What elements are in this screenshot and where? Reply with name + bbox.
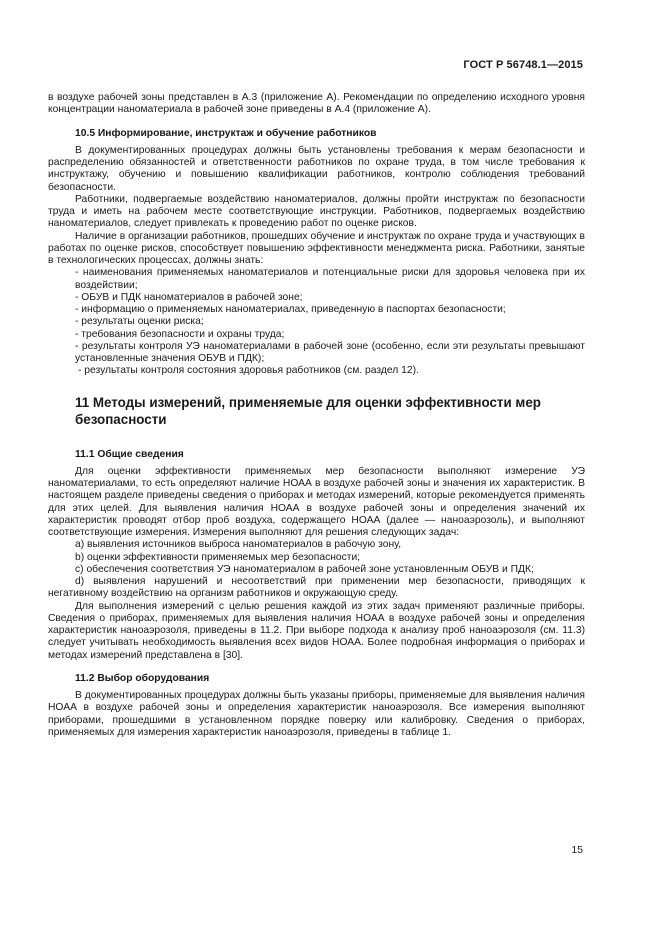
paragraph: Наличие в организации работников, прошедших обучение и инструктаж по охране труда и участвующих в работах по оценке рисков, способствует повышению эффективности менеджмента риска. Работники, занятые в технологических процессах, должны знать:: [48, 230, 585, 266]
list-item: - наименования применяемых наноматериалов и потенциальные риски для здоровья человека при их воздействии;: [75, 267, 585, 291]
paragraph: Работники, подвергаемые воздействию наноматериалов, должны пройти инструктаж по безопасности труда и иметь на рабочем месте соответствующие инструкции. Работников, подвергаемых воздействию наноматериалов, следует привлекать к проведению работ по оценке рисков.: [48, 193, 585, 230]
heading-10-5: 10.5 Информирование, инструктаж и обучение работников: [75, 127, 377, 139]
list-item: - требования безопасности и охраны труда;: [75, 328, 285, 340]
intro-paragraph: в воздухе рабочей зоны представлен в А.3 (приложение А). Рекомендации по определению исходного уровня концентрации наноматериала в рабочей зоне приведены в А.4 (приложение А).: [48, 92, 585, 116]
list-item: - ОБУВ и ПДК наноматериалов в рабочей зоне;: [75, 291, 303, 303]
heading-11-1: 11.1 Общие сведения: [75, 448, 184, 460]
list-item: - результаты оценки риска;: [75, 316, 204, 328]
paragraph: В документированных процедурах должны быть указаны приборы, применяемые для выявления наличия НОАА в воздухе рабочей зоны и определения характеристик наноаэрозоля. Все измерения выполняют приборами, прошедшими в установленном порядке поверку или калибровку. Сведения о приборах, применяемых для измерения характеристик наноаэрозоля, приведены в таблице 1.: [48, 690, 585, 738]
paragraph: Для оценки эффективности применяемых мер безопасности выполняют измерение УЭ наноматериалами, то есть определяют наличие НОАА в воздухе рабочей зоны и значения их характеристик. В настоящем разделе приведены сведения о приборах и методах измерений, которые рекомендуется применять для этих целей. Для выявления наличия НОАА в воздухе рабочей зоны и определения значений их характеристик проводят отбор проб воздуха, содержащего НОАА (далее — наноаэрозоль), и выполняют соответствующие измерения. Измерения выполняют для решения следующих задач:: [48, 465, 585, 538]
list-item: b) оценки эффективности применяемых мер безопасности;: [75, 551, 361, 563]
list-item: - результаты контроля состояния здоровья работников (см. раздел 12).: [78, 365, 419, 377]
list-item: d) выявления нарушений и несоответствий при применении мер безопасности, приводящих к негативному воздействию на организм работников и окружающую среду.: [48, 576, 585, 600]
paragraph: В документированных процедурах должны быть установлены требования к мерам безопасности и распределению обязанностей и ответственности работников по охране труда, в том числе требования к инструктажу, обучению и повышению квалификации работников, контролю соблюдения требований безопасности.: [48, 144, 585, 193]
page-content: [48, 92, 585, 739]
list-item: a) выявления источников выброса наноматериалов в рабочую зону,: [75, 539, 402, 551]
heading-11: 11 Методы измерений, применяемые для оценки эффективности мер безопасности: [75, 394, 541, 427]
paragraph: Для выполнения измерений с целью решения каждой из этих задач применяют различные приборы. Сведения о приборах, применяемых для выявления наличия НОАА в воздухе рабочей зоны и определения характеристик наноаэрозоля, приведены в 11.2. При выборе подхода к анализу проб наноаэрозоля (см. 11.3) следует учитывать необходимость выявления всех видов НОАА. Более подробная информация о приборах и методах измерений представлена в [30].: [48, 600, 585, 661]
list-item: - информацию о применяемых наноматериалах, приведенную в паспортах безопасности;: [75, 304, 506, 315]
document-code: ГОСТ Р 56748.1—2015: [463, 59, 583, 71]
list-item: c) обеспечения соответствия УЭ наноматериалом в рабочей зоне установленным ОБУВ и ПДК;: [75, 563, 534, 575]
heading-11-2: 11.2 Выбор оборудования: [75, 672, 210, 684]
page-number: 15: [571, 845, 583, 856]
list-item: - результаты контроля УЭ наноматериалами в рабочей зоне (особенно, если эти результаты превышают установленные значения ОБУВ и ПДК);: [75, 340, 585, 364]
